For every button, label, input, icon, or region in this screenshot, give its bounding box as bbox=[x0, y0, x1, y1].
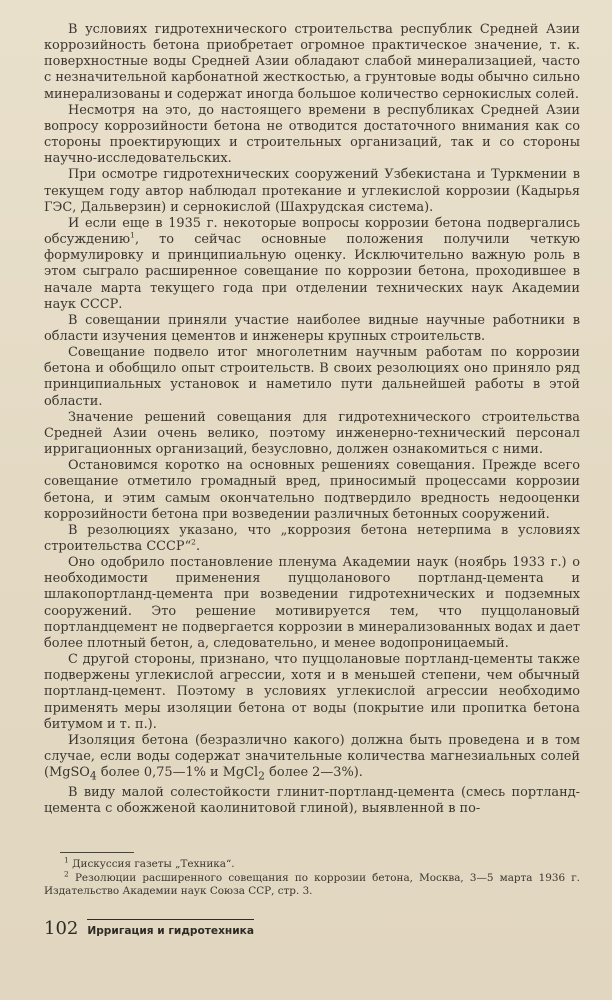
paragraph bbox=[44, 523, 580, 555]
running-title: Ирригация и гидротехника bbox=[87, 922, 254, 937]
footnotes bbox=[44, 855, 580, 899]
paragraph-text: И если еще в 1935 г. некоторые вопросы коррозии бетона подвергались обсуждению bbox=[44, 215, 580, 248]
paragraph: Значение решений совещания для гидротехнического строительства Средней Азии очень велико, поэтому инженерно-технический персонал ирригационных организаций, безусловно, должен ознакомиться с ними. bbox=[44, 409, 580, 458]
footnote-mark: 2 bbox=[191, 537, 196, 547]
paragraph-text: В резолюциях указано, что „коррозия бетона нетерпима в условиях строительства СССР“ bbox=[44, 522, 580, 554]
footnote bbox=[44, 855, 580, 872]
paragraph-text: Изоляция бетона (безразлично какого) должна быть проведена и в том случае, если воды содержат значительные количества магнезиальных солей (MgSO bbox=[44, 732, 580, 781]
paragraph-text: . bbox=[195, 539, 201, 554]
footnote-divider bbox=[60, 852, 134, 853]
chemical-subscript: 2 bbox=[258, 769, 266, 783]
paragraph-text: более 2—3%). bbox=[265, 765, 363, 781]
footnote bbox=[44, 869, 580, 899]
paragraph: В виду малой солестойкости глинит-портланд-цемента (смесь портланд-цемента с обожженой каолинитовой глиной), выявленной в по- bbox=[44, 784, 580, 817]
paragraph: В совещании приняли участие наиболее видные научные работники в области изучения цементов и инженеры крупных строительств. bbox=[44, 312, 580, 344]
paragraph: Несмотря на это, до настоящего времени в республиках Средней Азии вопросу коррозийности бетона не отводится достаточного внимания как со стороны проектирующих и строительных организаций, так и со стороны научно-исследовательских. bbox=[44, 102, 580, 167]
paragraph bbox=[44, 216, 580, 313]
footnote-text: Резолюции расширенного совещания по коррозии бетона, Москва, 3—5 марта 1936 г. Издательство Академии наук Союза ССР, стр. 3. bbox=[44, 871, 580, 898]
footnote-number: 1 bbox=[64, 855, 69, 865]
paragraph: Остановимся коротко на основных решениях совещания. Прежде всего совещание отметило громадный вред, приносимый процессами коррозии бетона, и этим самым окончательно подтвердило вредность недооценки коррозийности бетона при возведении различных бетонных сооружений. bbox=[44, 458, 580, 522]
paragraph: С другой стороны, признано, что пуццолановые портланд-цементы также подвержены углекислой агрессии, хотя и в меньшей степени, чем обычный портланд-цемент. Поэтому в условиях углекислой агрессии необходимо применять меры изоляции бетона от воды (покрытие или пропитка бетона битумом и т. п.). bbox=[44, 652, 580, 732]
body-text bbox=[44, 22, 580, 817]
paragraph: В условиях гидротехнического строительства республик Средней Азии коррозийность бетона приобретает огромное практическое значение, т. к. поверхностные воды Средней Азии обладают слабой минерализацией, часто с незначительной карбонатной жесткостью, а грунтовые воды обычно сильно минерализованы и содержат иногда большое количество сернокислых солей. bbox=[44, 22, 580, 102]
paragraph: Оно одобрило постановление пленума Академии наук (ноябрь 1933 г.) о необходимости применения пуццоланового портланд-цемента и шлакопортланд-цемента при возведении гидротехнических и подземных сооружений. Это решение мотивируется тем, что пуццолановый портландцемент не подвергается коррозии в минерализованных водах и дает более плотный бетон, а, следовательно, и менее водопроницаемый. bbox=[44, 555, 580, 651]
footnote-mark: 1 bbox=[130, 230, 135, 240]
footnote-number: 2 bbox=[64, 869, 69, 879]
footnote-text: Дискуссия газеты „Техника“. bbox=[72, 858, 235, 870]
paragraph: При осмотре гидротехнических сооружений Узбекистана и Туркмении в текущем году автор наблюдал протекание и углекислой коррозии (Кадырья ГЭС, Дальверзин) и сернокислой (Шахрудская система). bbox=[44, 167, 580, 215]
page-footer bbox=[44, 918, 580, 939]
paragraph-text: , то сейчас основные положения получили четкую формулировку и принципиальную оценку. Исключительно важную роль в этом сыграло расширенное совещание по коррозии бетона, проходившее в начале марта текущего года при отделении технических наук Академии наук СССР. bbox=[44, 232, 580, 312]
paragraph-text: более 0,75—1% и MgCl bbox=[96, 765, 259, 781]
paragraph: Совещание подвело итог многолетним научным работам по коррозии бетона и обобщило опыт строительств. В своих резолюциях оно приняло ряд принципиальных установок и наметило пути дальнейшей работы в этой области. bbox=[44, 345, 580, 409]
chemical-subscript: 4 bbox=[89, 769, 97, 783]
page-number: 102 bbox=[44, 918, 79, 939]
paragraph bbox=[44, 733, 580, 785]
